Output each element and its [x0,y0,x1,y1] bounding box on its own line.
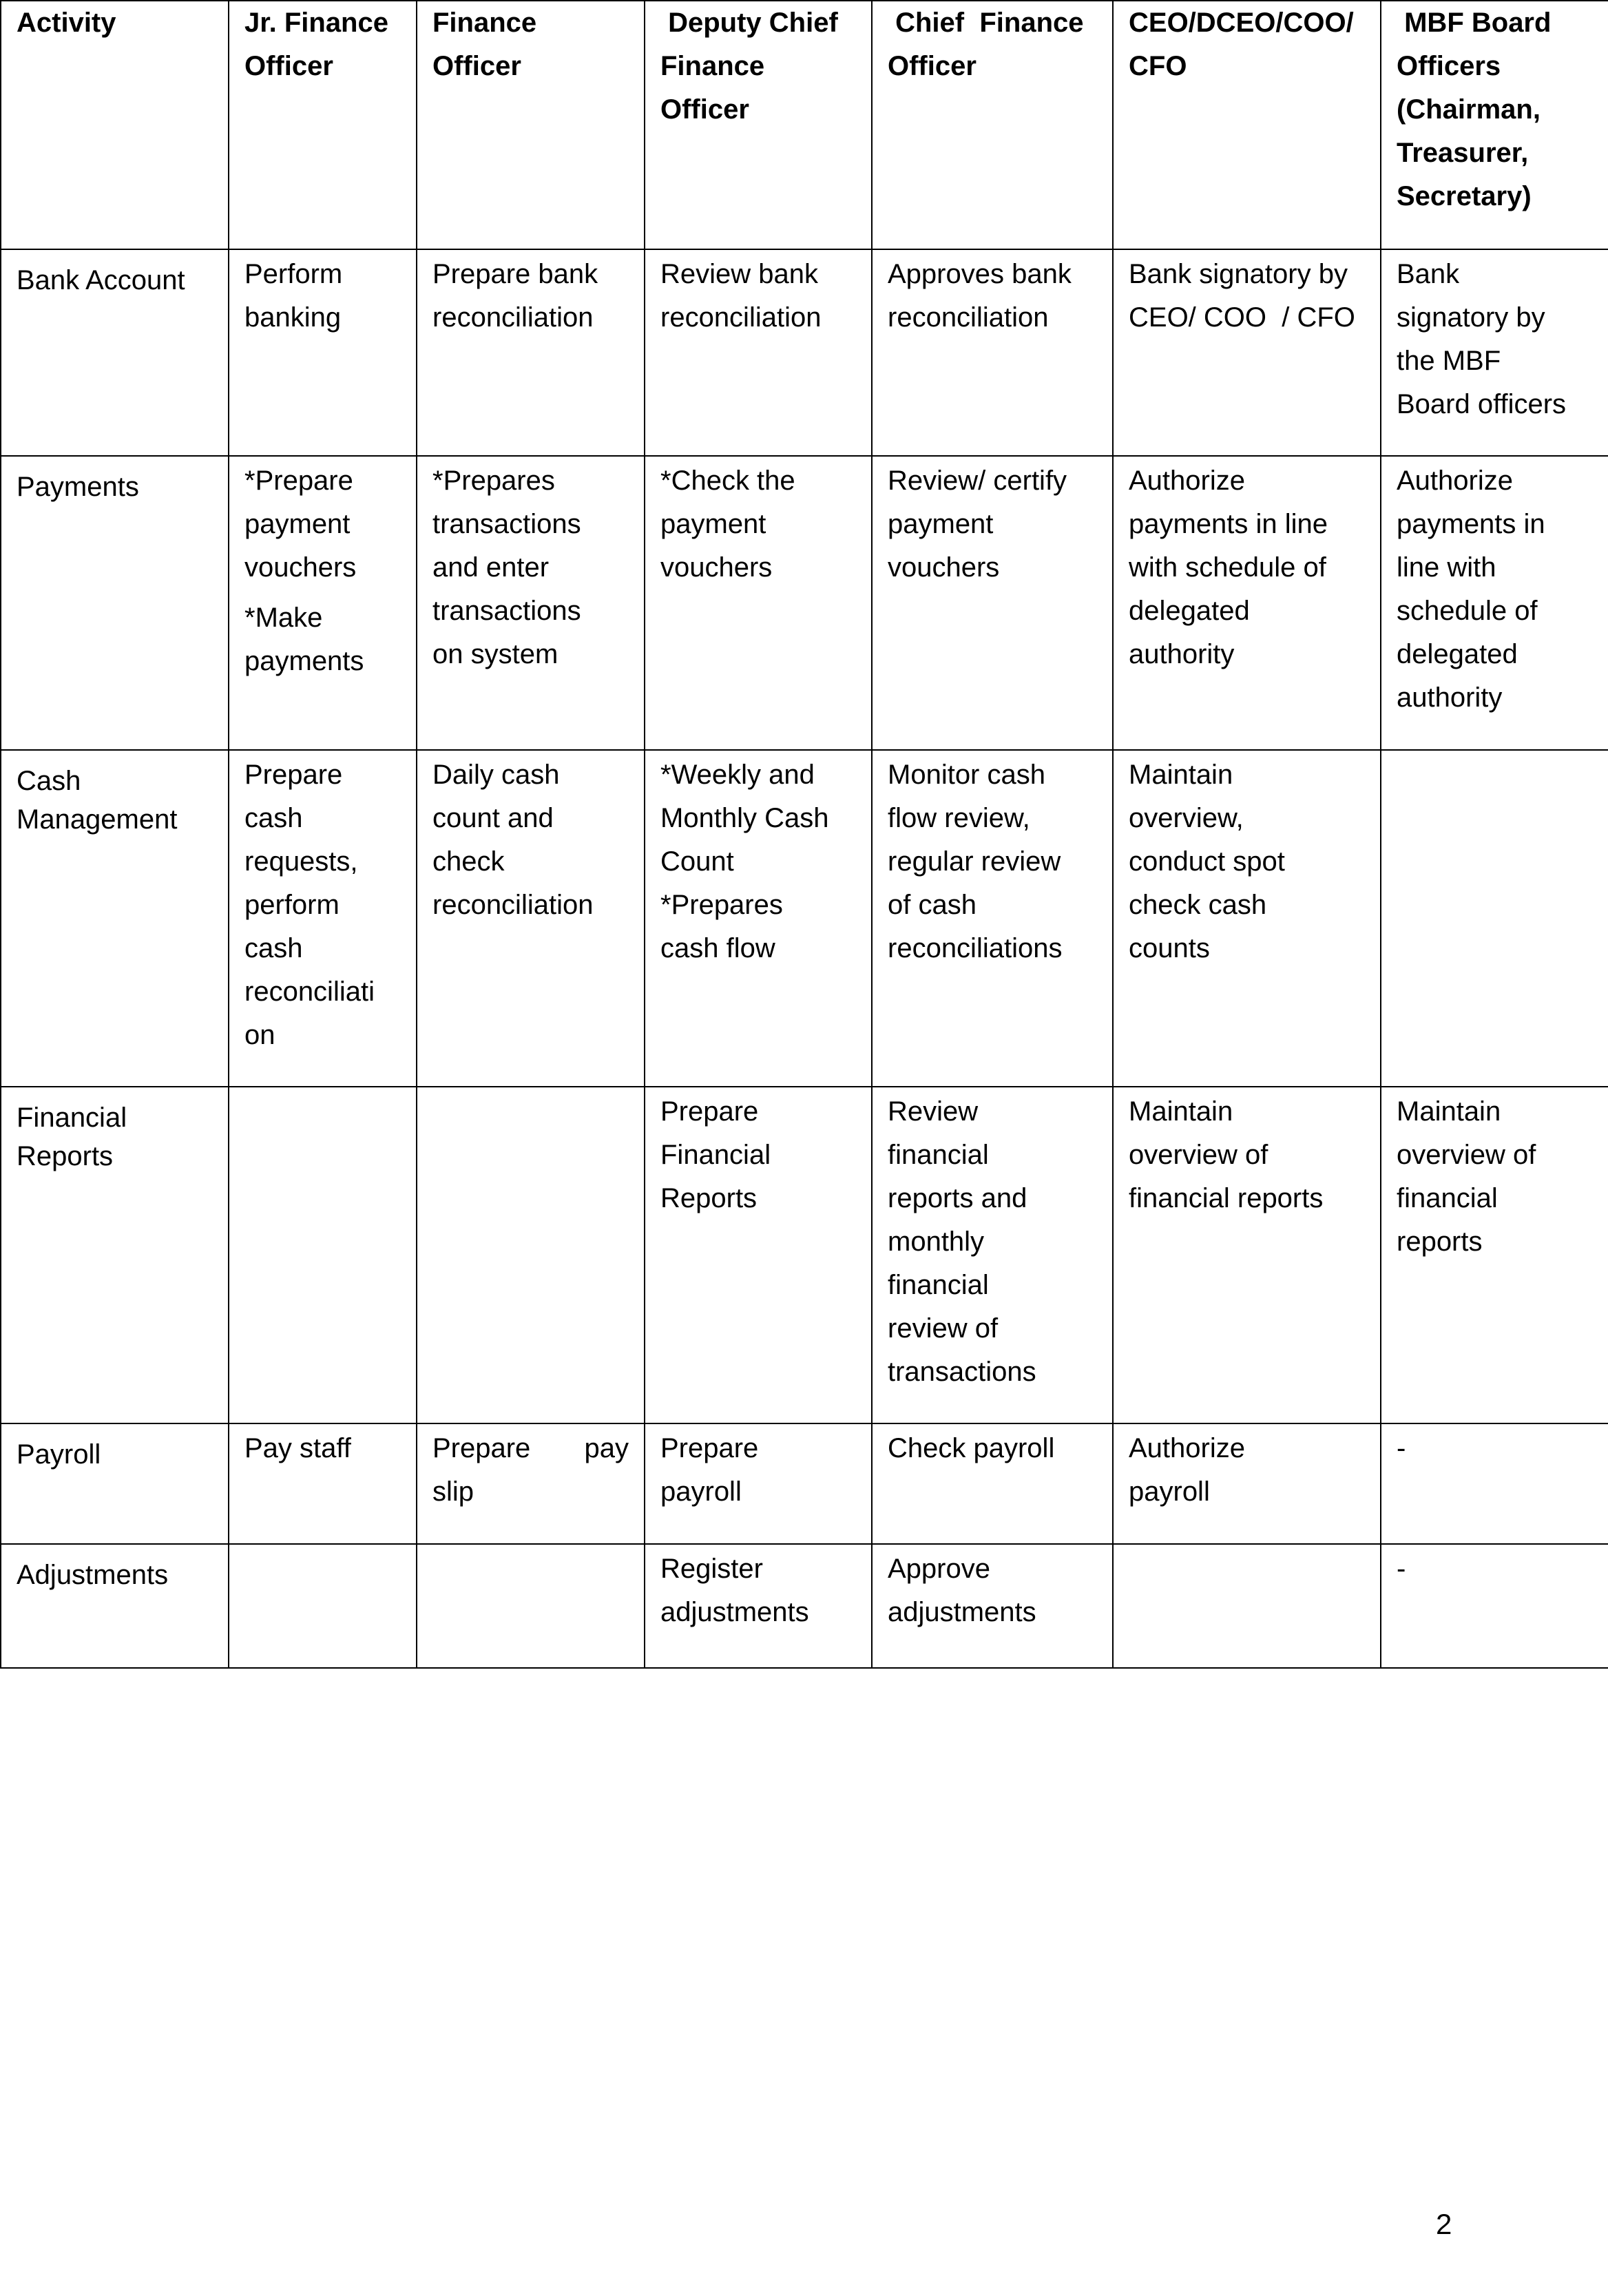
cell-adjustments-board: - [1381,1544,1608,1668]
table-row-adjustments [1,1544,1608,1668]
cell-financial-reports-cfo: Review financial reports and monthly financial review of transactions [872,1087,1113,1423]
cell-financial-reports-dcfo: Prepare Financial Reports [645,1087,872,1423]
table-row-bank-account [1,249,1608,456]
table-row-financial-reports [1,1087,1608,1423]
cell-financial-reports-fo [417,1087,645,1423]
cell-payroll-jr: Pay staff [229,1423,417,1544]
cell-bank-account-board: Bank signatory by the MBF Board officers [1381,249,1608,456]
cell-financial-reports-board: Maintain overview of financial reports [1381,1087,1608,1423]
cell-payroll-board: - [1381,1423,1608,1544]
table-row-payroll [1,1423,1608,1544]
header-row [1,1,1608,249]
row-label-payroll: Payroll [1,1423,229,1544]
header-ceo-dceo-coo-cfo: CEO/DCEO/COO/ CFO [1113,1,1381,249]
cell-adjustments-jr [229,1544,417,1668]
header-deputy-chief-finance-officer: Deputy Chief Finance Officer [645,1,872,249]
cell-adjustments-ceo [1113,1544,1381,1668]
cell-payments-ceo: Authorize payments in line with schedule of delegated authority [1113,456,1381,750]
header-finance-officer: Finance Officer [417,1,645,249]
row-label-payments: Payments [1,456,229,750]
cell-adjustments-dcfo: Register adjustments [645,1544,872,1668]
cell-cash-management-jr: Prepare cash requests, perform cash reconciliati on [229,750,417,1087]
cell-bank-account-jr: Perform banking [229,249,417,456]
cell-payroll-ceo: Authorize payroll [1113,1423,1381,1544]
cell-cash-management-ceo: Maintain overview, conduct spot check cash counts [1113,750,1381,1087]
page-number: 2 [1436,2208,1452,2240]
cell-payments-fo: *Prepares transactions and enter transactions on system [417,456,645,750]
cell-payments-cfo: Review/ certify payment vouchers [872,456,1113,750]
header-mbf-board-officers: MBF Board Officers (Chairman, Treasurer, Secretary) [1381,1,1608,249]
row-label-financial-reports: Financial Reports [1,1087,229,1423]
cell-cash-management-board [1381,750,1608,1087]
table-row-cash-management [1,750,1608,1087]
cell-payments-board: Authorize payments in line with schedule of delegated authority [1381,456,1608,750]
header-chief-finance-officer: Chief Finance Officer [872,1,1113,249]
cell-payments-dcfo: *Check the payment vouchers [645,456,872,750]
cell-payroll-dcfo: Prepare payroll [645,1423,872,1544]
cell-financial-reports-jr [229,1087,417,1423]
cell-financial-reports-ceo: Maintain overview of financial reports [1113,1087,1381,1423]
cell-adjustments-fo [417,1544,645,1668]
cell-payments-jr: *Prepare payment vouchers *Make payments [229,456,417,750]
cell-bank-account-cfo: Approves bank reconciliation [872,249,1113,456]
cell-cash-management-fo: Daily cash count and check reconciliation [417,750,645,1087]
cell-bank-account-fo: Prepare bank reconciliation [417,249,645,456]
row-label-bank-account: Bank Account [1,249,229,456]
cell-adjustments-cfo: Approve adjustments [872,1544,1113,1668]
header-jr-finance-officer: Jr. Finance Officer [229,1,417,249]
cell-cash-management-dcfo: *Weekly and Monthly Cash Count *Prepares cash flow [645,750,872,1087]
cell-cash-management-cfo: Monitor cash flow review, regular review of cash reconciliations [872,750,1113,1087]
table-row-payments [1,456,1608,750]
cell-bank-account-dcfo: Review bank reconciliation [645,249,872,456]
cell-payroll-cfo: Check payroll [872,1423,1113,1544]
cell-payroll-fo: Prepare pay slip [417,1423,645,1544]
row-label-cash-management: Cash Management [1,750,229,1087]
cell-bank-account-ceo: Bank signatory by CEO/ COO / CFO [1113,249,1381,456]
row-label-adjustments: Adjustments [1,1544,229,1668]
header-activity: Activity [1,1,229,249]
